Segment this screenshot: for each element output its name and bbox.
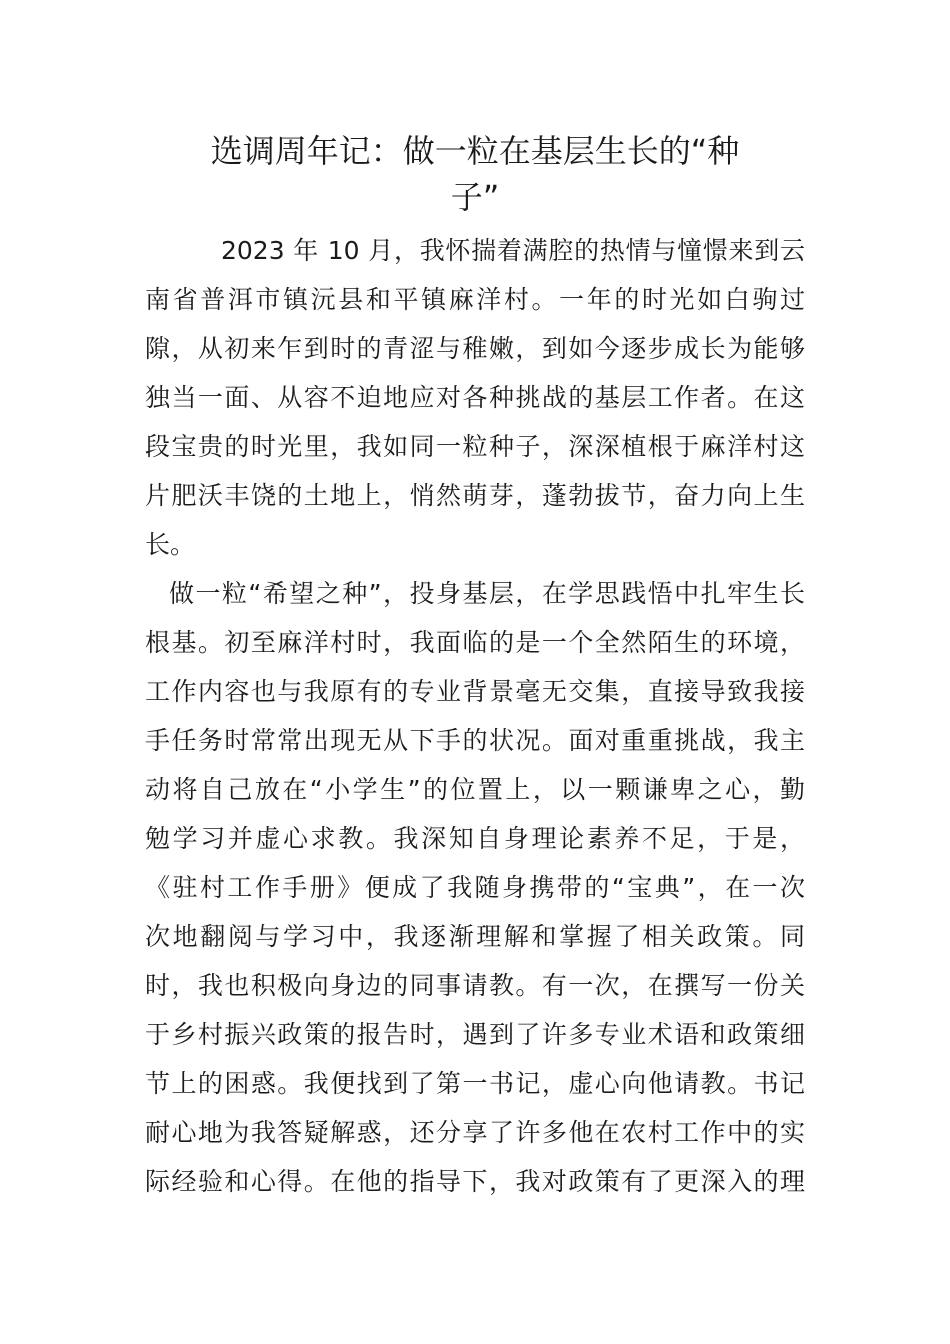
- text-line: 际经验和心得。在他的指导下，我对政策有了更深入的理: [145, 1167, 805, 1196]
- text-line: 独当一面、从容不迫地应对各种挑战的基层工作者。在这: [145, 383, 805, 412]
- paragraph-1: [145, 226, 805, 569]
- text-line: 做一粒“希望之种”，投身基层，在学思践悟中扎牢生长: [169, 579, 805, 608]
- text-line: 2023 年 10 月，我怀揣着满腔的热情与憧憬来到云: [221, 236, 805, 265]
- text-line: 根基。初至麻洋村时，我面临的是一个全然陌生的环境，: [145, 628, 805, 657]
- text-line: 工作内容也与我原有的专业背景毫无交集，直接导致我接: [145, 677, 805, 706]
- text-line: 时，我也积极向身边的同事请教。有一次，在撰写一份关: [145, 971, 805, 1000]
- text-line: 段宝贵的时光里，我如同一粒种子，深深植根于麻洋村这: [145, 432, 805, 461]
- title-line: 选调周年记：做一粒在基层生长的“种: [210, 132, 740, 170]
- text-line: 《驻村工作手册》便成了我随身携带的“宝典”，在一次: [145, 873, 805, 902]
- text-line: 手任务时常常出现无从下手的状况。面对重重挑战，我主: [145, 726, 805, 755]
- text-line: 隙，从初来乍到时的青涩与稚嫩，到如今逐步成长为能够: [145, 334, 805, 363]
- text-line: 勉学习并虚心求教。我深知自身理论素养不足，于是，: [145, 824, 805, 853]
- paragraph-2: [145, 569, 805, 1206]
- text-line: 次地翻阅与学习中，我逐渐理解和掌握了相关政策。同: [145, 922, 805, 951]
- title-line: 子”: [450, 178, 500, 216]
- text-line: 动将自己放在“小学生”的位置上，以一颗谦卑之心，勤: [145, 775, 805, 804]
- text-line: 于乡村振兴政策的报告时，遇到了许多专业术语和政策细: [145, 1020, 805, 1049]
- text-line: 耐心地为我答疑解惑，还分享了许多他在农村工作中的实: [145, 1118, 805, 1147]
- document-body: [145, 226, 805, 1206]
- text-line: 节上的困惑。我便找到了第一书记，虚心向他请教。书记: [145, 1069, 805, 1098]
- document-title: [145, 128, 805, 220]
- text-line: 南省普洱市镇沅县和平镇麻洋村。一年的时光如白驹过: [145, 285, 805, 314]
- text-line: 片肥沃丰饶的土地上，悄然萌芽，蓬勃拔节，奋力向上生: [145, 481, 805, 510]
- text-line: 长。: [145, 530, 196, 559]
